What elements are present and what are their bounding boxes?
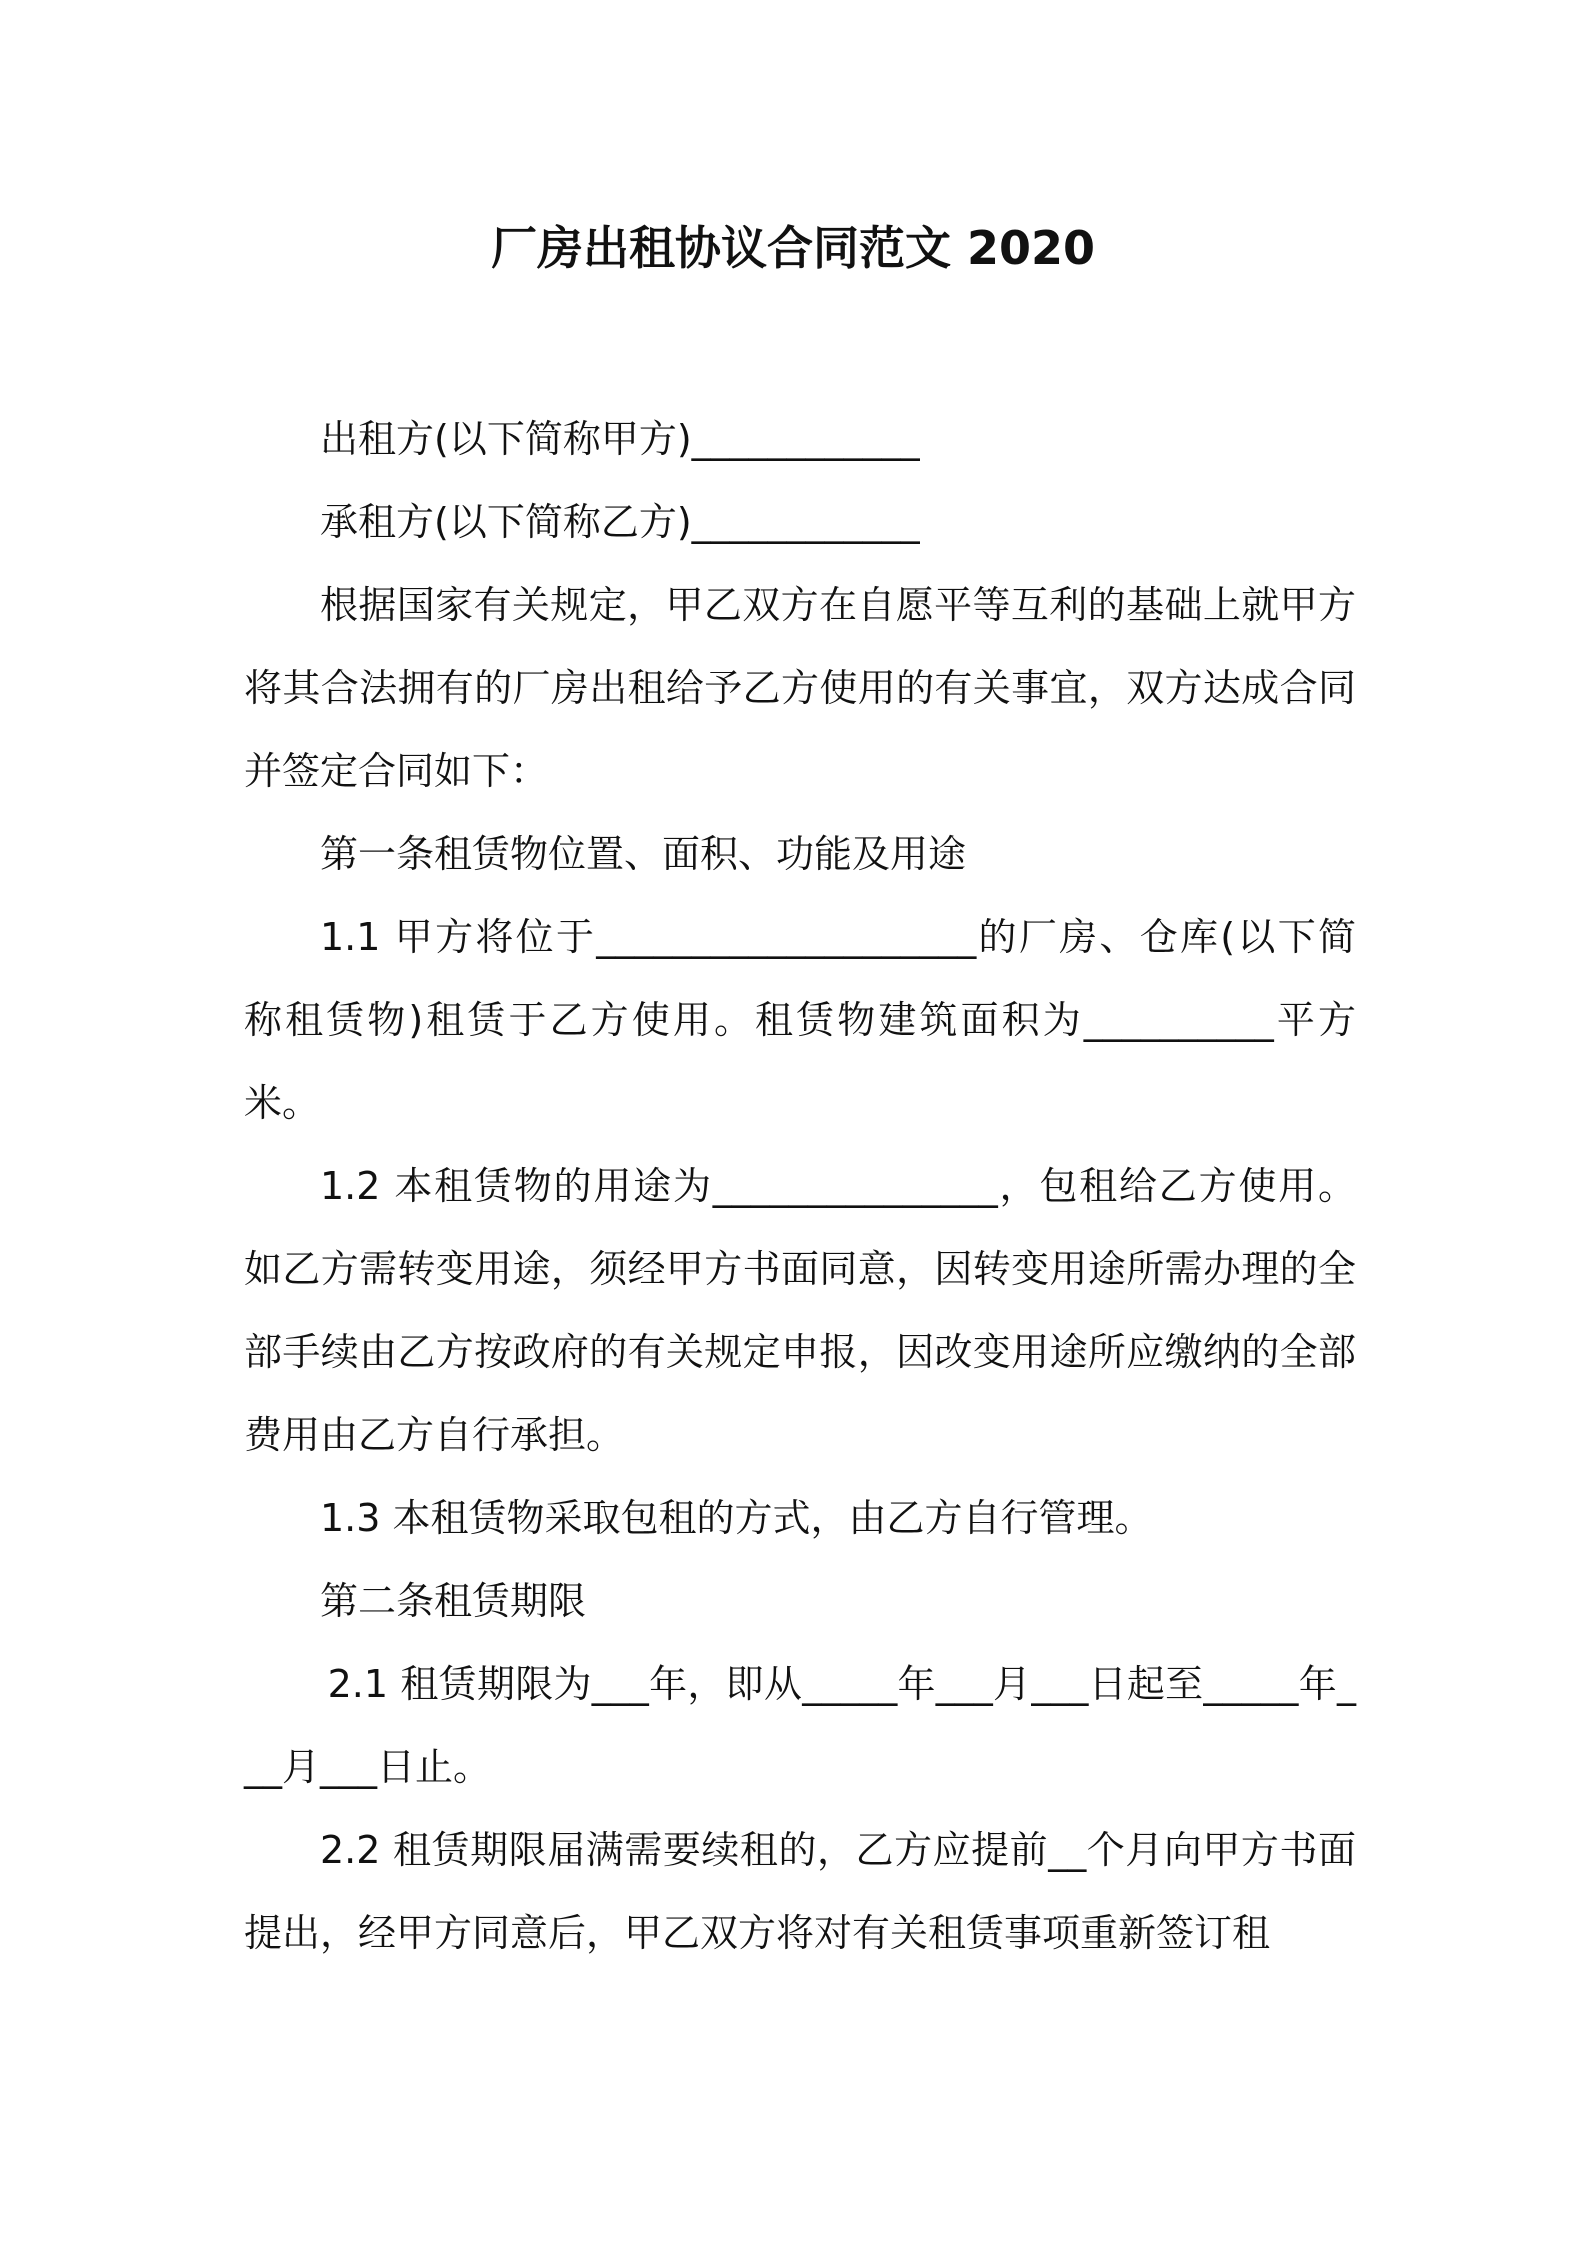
document-title: 厂房出租协议合同范文 2020 (490, 221, 1096, 275)
clause-2-2: 2.2 租赁期限届满需要续租的，乙方应提前__个月向甲方书面提出，经甲方同意后，甲乙双方将对有关租赁事项重新签订租 (244, 1828, 1356, 1955)
preamble-paragraph: 根据国家有关规定，甲乙双方在自愿平等互利的基础上就甲方将其合法拥有的厂房出租给予乙方使用的有关事宜，双方达成合同并签定合同如下： (244, 583, 1356, 793)
clause-1-2: 1.2 本租赁物的用途为_______________，包租给乙方使用。如乙方需转变用途，须经甲方书面同意，因转变用途所需办理的全部手续由乙方按政府的有关规定申报，因改变用途所应缴纳的全部费用由乙方自行承担。 (244, 1164, 1356, 1457)
clause-2-1: 2.1 租赁期限为___年，即从_____年___月___日起至_____年___月___日止。 (244, 1662, 1356, 1789)
article-one-heading: 第一条租赁物位置、面积、功能及用途 (320, 832, 967, 876)
document-body (244, 398, 1356, 1975)
lessor-line: 出租方(以下简称甲方)____________ (320, 417, 920, 461)
clause-1-3: 1.3 本租赁物采取包租的方式，由乙方自行管理。 (320, 1496, 1153, 1540)
clause-1-1: 1.1 甲方将位于____________________的厂房、仓库(以下简称租赁物)租赁于乙方使用。租赁物建筑面积为__________平方米。 (244, 915, 1356, 1125)
article-two-heading: 第二条租赁期限 (320, 1579, 587, 1623)
lessee-line: 承租方(以下简称乙方)____________ (320, 500, 920, 544)
